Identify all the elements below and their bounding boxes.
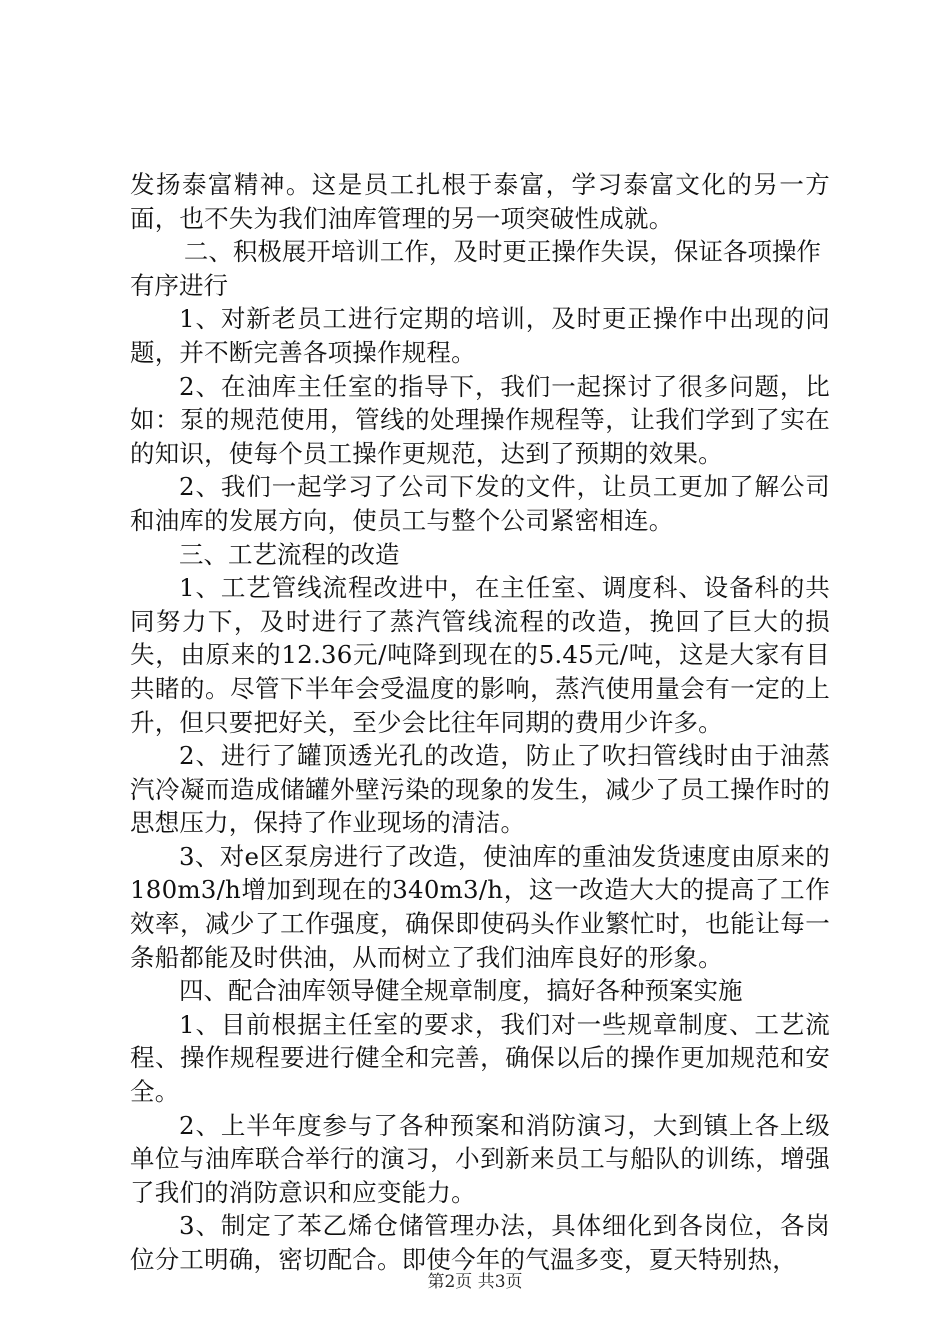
- section-heading-training: 二、积极展开培训工作，及时更正操作失误，保证各项操作有序进行: [130, 237, 821, 300]
- document-body: [130, 168, 830, 1277]
- paragraph-continuation: 发扬泰富精神。这是员工扎根于泰富，学习泰富文化的另一方面，也不失为我们油库管理的另一项突破性成就。: [130, 170, 830, 233]
- paragraph-process-3: 3、对e区泵房进行了改造，使油库的重油发货速度由原来的180m3/h增加到现在的340m3/h，这一改造大大的提高了工作效率，减少了工作强度，确保即使码头作业繁忙时，也能让每一条船都能及时供油，从而树立了我们油库良好的形象。: [130, 841, 830, 972]
- paragraph-process-2: 2、进行了罐顶透光孔的改造，防止了吹扫管线时由于油蒸汽冷凝而造成储罐外壁污染的现象的发生，减少了员工操作时的思想压力，保持了作业现场的清洁。: [130, 741, 830, 838]
- paragraph-rules-2: 2、上半年度参与了各种预案和消防演习，大到镇上各上级单位与油库联合举行的演习，小到新来员工与船队的训练，增强了我们的消防意识和应变能力。: [130, 1110, 830, 1207]
- paragraph-rules-3: 3、制定了苯乙烯仓储管理办法，具体细化到各岗位，各岗位分工明确，密切配合。即使今年的气温多变，夏天特别热，: [130, 1211, 830, 1274]
- paragraph-rules-1: 1、目前根据主任室的要求，我们对一些规章制度、工艺流程、操作规程要进行健全和完善，确保以后的操作更加规范和安全。: [130, 1009, 830, 1107]
- page-number-footer: 第2页 共3页: [427, 1272, 523, 1292]
- paragraph-training-3: 2、我们一起学习了公司下发的文件，让员工更加了解公司和油库的发展方向，使员工与整个公司紧密相连。: [130, 472, 830, 535]
- paragraph-process-1: 1、工艺管线流程改进中，在主任室、调度科、设备科的共同努力下，及时进行了蒸汽管线流程的改造，挽回了巨大的损失，由原来的12.36元/吨降到现在的5.45元/吨，这是大家有目共睹的。尽管下半年会受温度的影响，蒸汽使用量会有一定的上升，但只要把好关，至少会比往年同期的费用少许多。: [130, 573, 830, 737]
- section-heading-process: 三、工艺流程的改造: [179, 539, 400, 569]
- paragraph-training-2: 2、在油库主任室的指导下，我们一起探讨了很多问题，比如：泵的规范使用，管线的处理操作规程等，让我们学到了实在的知识，使每个员工操作更规范，达到了预期的效果。: [130, 371, 830, 468]
- paragraph-training-1: 1、对新老员工进行定期的培训，及时更正操作中出现的问题，并不断完善各项操作规程。: [130, 304, 830, 367]
- section-heading-rules: 四、配合油库领导健全规章制度，搞好各种预案实施: [179, 976, 743, 1006]
